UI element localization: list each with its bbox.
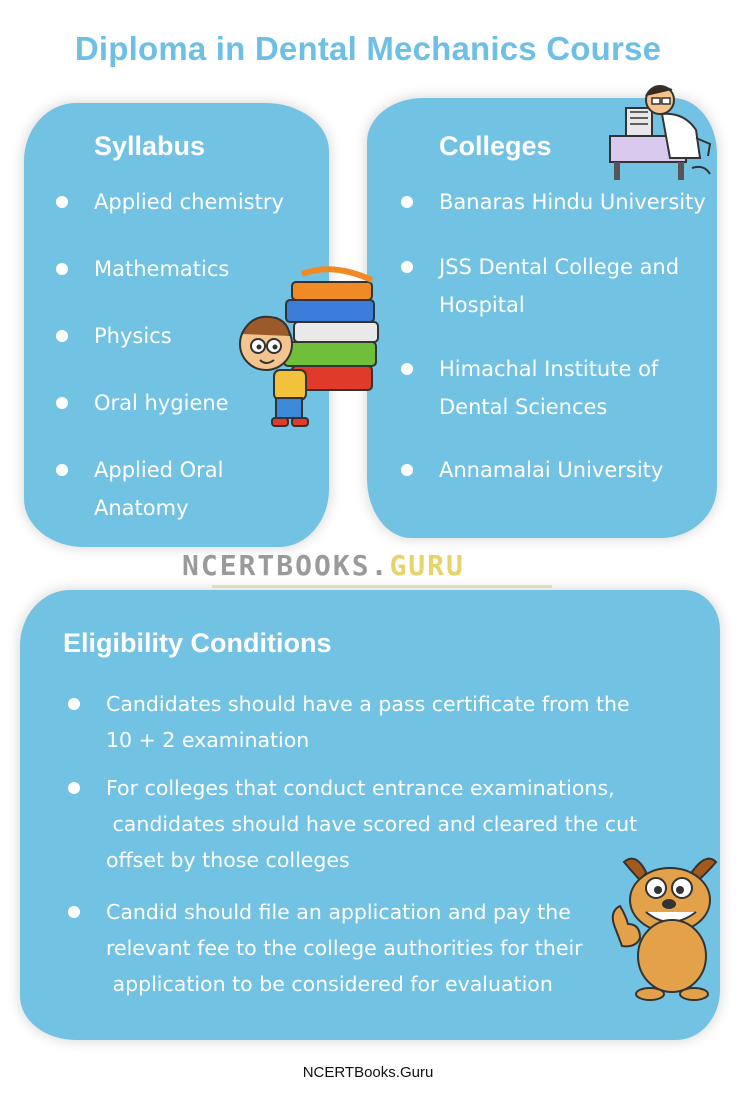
bullet-icon bbox=[401, 363, 413, 375]
college-item: Annamalai University bbox=[439, 451, 663, 489]
bullet-icon bbox=[68, 782, 80, 794]
syllabus-item: Oral hygiene bbox=[94, 384, 229, 422]
dentist-at-desk-icon bbox=[600, 78, 716, 186]
bullet-icon bbox=[56, 330, 68, 342]
dog-thumbs-up-icon bbox=[606, 852, 730, 1002]
bullet-icon bbox=[56, 464, 68, 476]
syllabus-item: Mathematics bbox=[94, 250, 229, 288]
bullet-icon bbox=[401, 464, 413, 476]
watermark-underline bbox=[212, 585, 552, 588]
eligibility-item: For colleges that conduct entrance examinations, candidates should have scored and cleared the cut offset by those colleges bbox=[106, 770, 637, 878]
syllabus-heading: Syllabus bbox=[94, 131, 206, 161]
bullet-icon bbox=[56, 196, 68, 208]
bullet-icon bbox=[56, 397, 68, 409]
bullet-icon bbox=[401, 196, 413, 208]
college-item: Himachal Institute of Dental Sciences bbox=[439, 350, 658, 426]
watermark bbox=[182, 549, 465, 589]
college-item: JSS Dental College and Hospital bbox=[439, 248, 679, 324]
colleges-heading: Colleges bbox=[439, 131, 552, 161]
syllabus-item: Physics bbox=[94, 317, 172, 355]
eligibility-heading: Eligibility Conditions bbox=[63, 628, 332, 658]
bullet-icon bbox=[68, 906, 80, 918]
footer-text: NCERTBooks.Guru bbox=[302, 1064, 434, 1081]
bullet-icon bbox=[68, 698, 80, 710]
watermark-part2: GURU bbox=[389, 549, 465, 582]
syllabus-item: Applied chemistry bbox=[94, 183, 284, 221]
bullet-icon bbox=[401, 261, 413, 273]
watermark-part1: NCERTBOOKS. bbox=[182, 549, 390, 582]
boy-with-books-icon bbox=[232, 262, 384, 432]
syllabus-item: Applied Oral Anatomy bbox=[94, 451, 224, 527]
eligibility-item: Candidates should have a pass certificate from the 10 + 2 examination bbox=[106, 686, 630, 758]
eligibility-item: Candid should file an application and pay the relevant fee to the college authorities for their application to be considered for evaluation bbox=[106, 894, 583, 1002]
college-item: Banaras Hindu University bbox=[439, 183, 706, 221]
page-title: Diploma in Dental Mechanics Course bbox=[74, 30, 662, 67]
bullet-icon bbox=[56, 263, 68, 275]
